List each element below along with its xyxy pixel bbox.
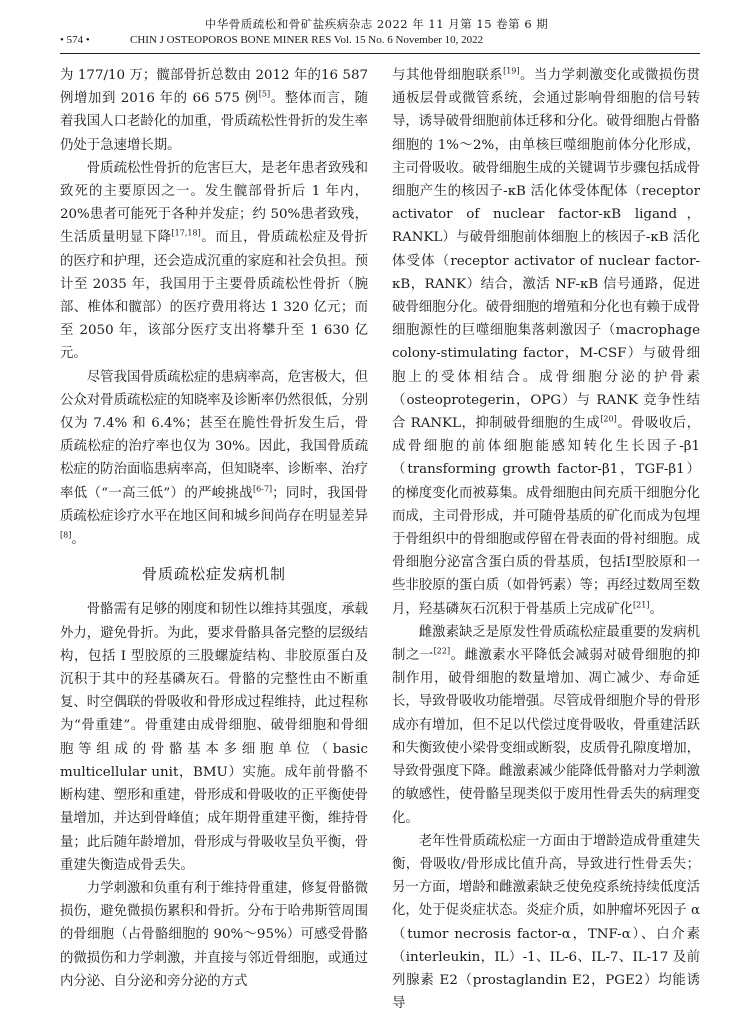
- citation[interactable]: [5]: [258, 89, 271, 99]
- page-number: • 574 •: [60, 34, 90, 46]
- right-column: [392, 64, 700, 1015]
- citation[interactable]: [17,18]: [171, 228, 201, 238]
- journal-citation: CHIN J OSTEOPOROS BONE MINER RES Vol. 15 No. 6 November 10, 2022: [130, 34, 484, 46]
- paragraph: 骨骼需有足够的刚度和韧性以维持其强度，承载外力，避免骨折。为此，要求骨骼具备完整的层级结构，包括 I 型胶原的三股螺旋结构、非胶原蛋白及沉积于其中的羟基磷灰石。骨骼的完整性由不断重复、时空偶联的骨吸收和骨形成过程维持，此过程称为“骨重建”。骨重建由成骨细胞、破骨细胞和骨细胞等组成的骨骼基本多细胞单位（basic multicellular unit，BMU）实施。成年前骨骼不断构建、塑形和重建，骨形成和骨吸收的正平衡使骨量增加，并达到骨峰值；成年期骨重建平衡，维持骨量；此后随年龄增加，骨形成与骨吸收呈负平衡，骨重建失衡造成骨丢失。: [60, 602, 368, 873]
- citation[interactable]: [20]: [600, 414, 617, 424]
- paragraph: 力学刺激和负重有利于维持骨重建，修复骨骼微损伤，避免微损伤累积和骨折。分布于哈弗斯管周围的骨细胞（占骨骼细胞的 90%～95%）可感受骨骼的微损伤和力学刺激，并直接与邻近骨细胞，或通过内分泌、自分泌和旁分泌的方式: [60, 880, 368, 989]
- paragraph: 老年性骨质疏松症一方面由于增龄造成骨重建失衡，骨吸收/骨形成比值升高，导致进行性骨丢失；另一方面，增龄和雌激素缺乏使免疫系统持续低度活化，处于促炎症状态。炎症介质，如肿瘤坏死因子 α（tumor necrosis factor-α，TNF-α）、白介素（interleukin，IL）-1、IL-6、IL-7、IL-17 及前列腺素 E2（prostaglandin E2，PGE2）均能诱导: [392, 833, 700, 1012]
- paragraph: 尽管我国骨质疏松症的患病率高，危害极大，但公众对骨质疏松症的知晓率及诊断率仍然很低，分别仅为 7.4% 和 6.4%；甚至在脆性骨折发生后，骨质疏松症的治疗率也仅为 30%。因此，我国骨质疏松症的防治面临患病率高，但知晓率、诊断率、治疗率低（“一高三低”）的严峻挑战[6-7]；同时，我国骨质疏松症诊疗水平在地区间和城乡间尚存在明显差异[8]。: [60, 369, 368, 548]
- citation[interactable]: [21]: [633, 600, 650, 610]
- citation[interactable]: [6-7]: [253, 484, 273, 494]
- section-heading: 骨质疏松症发病机制: [141, 565, 286, 584]
- paragraph: 与其他骨细胞联系[19]。当力学刺激变化或微损伤贯通板层骨或微管系统，会通过影响骨细胞的信号转导，诱导破骨细胞前体迁移和分化。破骨细胞占骨骼细胞的 1%～2%，由单核巨噬细胞前体分化形成，主司骨吸收。破骨细胞生成的关键调节步骤包括成骨细胞产生的核因子-κB 活化体受体配体（receptor activator of nuclear factor-κB ligand，RANKL）与破骨细胞前体细胞上的核因子-κB 活化体受体（receptor activator of nuclear factor-κB，RANK）结合，激活 NF-κB 信号通路，促进破骨细胞分化。破骨细胞的增殖和分化也有赖于成骨细胞源性的巨噬细胞集落刺激因子（macrophage colony-stimulating factor，M-CSF）与破骨细胞上的受体相结合。成骨细胞分泌的护骨素（osteoprotegerin，OPG）与 RANK 竞争性结合 RANKL，抑制破骨细胞的生成[20]。骨吸收后，成骨细胞的前体细胞能感知转化生长因子-β1（transforming growth factor-β1，TGF-β1）的梯度变化而被募集。成骨细胞由间充质干细胞分化而成，主司骨形成，并可随骨基质的矿化而成为包埋于骨组织中的骨细胞或停留在骨表面的骨衬细胞。成骨细胞分泌富含蛋白质的骨基质，包括I型胶原和一些非胶原的蛋白质（如骨钙素）等；再经过数周至数月，羟基磷灰石沉积于骨基质上完成矿化[21]。: [392, 66, 701, 617]
- header-rule: [60, 53, 700, 54]
- journal-header: 中华骨质疏松和骨矿盐疾病杂志 2022 年 11 月第 15 卷第 6 期: [204, 17, 549, 31]
- citation[interactable]: [8]: [60, 530, 72, 540]
- citation[interactable]: [22]: [433, 646, 451, 656]
- paragraph: 骨质疏松性骨折的危害巨大，是老年患者致残和致死的主要原因之一。发生髋部骨折后 1 年内，20%患者可能死于各种并发症；约 50%患者致残，生活质量明显下降[17,18]。而且，骨质疏松症及骨折的医疗和护理，还会造成沉重的家庭和社会负担。预计至 2035 年，我国用于主要骨质疏松性骨折（腕部、椎体和髋部）的医疗费用将达 1 320 亿元；而至 2050 年，该部分医疗支出将攀升至 1 630 亿元。: [60, 160, 369, 362]
- left-column: [60, 64, 368, 993]
- paragraph: 为 177/10 万；髋部骨折总数由 2012 年的16 587 例增加到 2016 年的 66 575 例[5]。整体而言，随着我国人口老龄化的加重，骨质疏松性骨折的发生率仍处于急速增长期。: [60, 68, 368, 153]
- journal-subheader: [60, 34, 700, 46]
- citation[interactable]: [19]: [503, 66, 520, 76]
- paragraph: 雌激素缺乏是原发性骨质疏松症最重要的发病机制之一[22]。雌激素水平降低会减弱对破骨细胞的抑制作用，破骨细胞的数量增加、凋亡减少、寿命延长，导致骨吸收功能增强。尽管成骨细胞介导的骨形成亦有增加，但不足以代偿过度骨吸收，骨重建活跃和失衡致使小梁骨变细或断裂，皮质骨孔隙度增加，导致骨强度下降。雌激素减少能降低骨骼对力学刺激的敏感性，使骨骼呈现类似于废用性骨丢失的病理变化。: [392, 624, 701, 826]
